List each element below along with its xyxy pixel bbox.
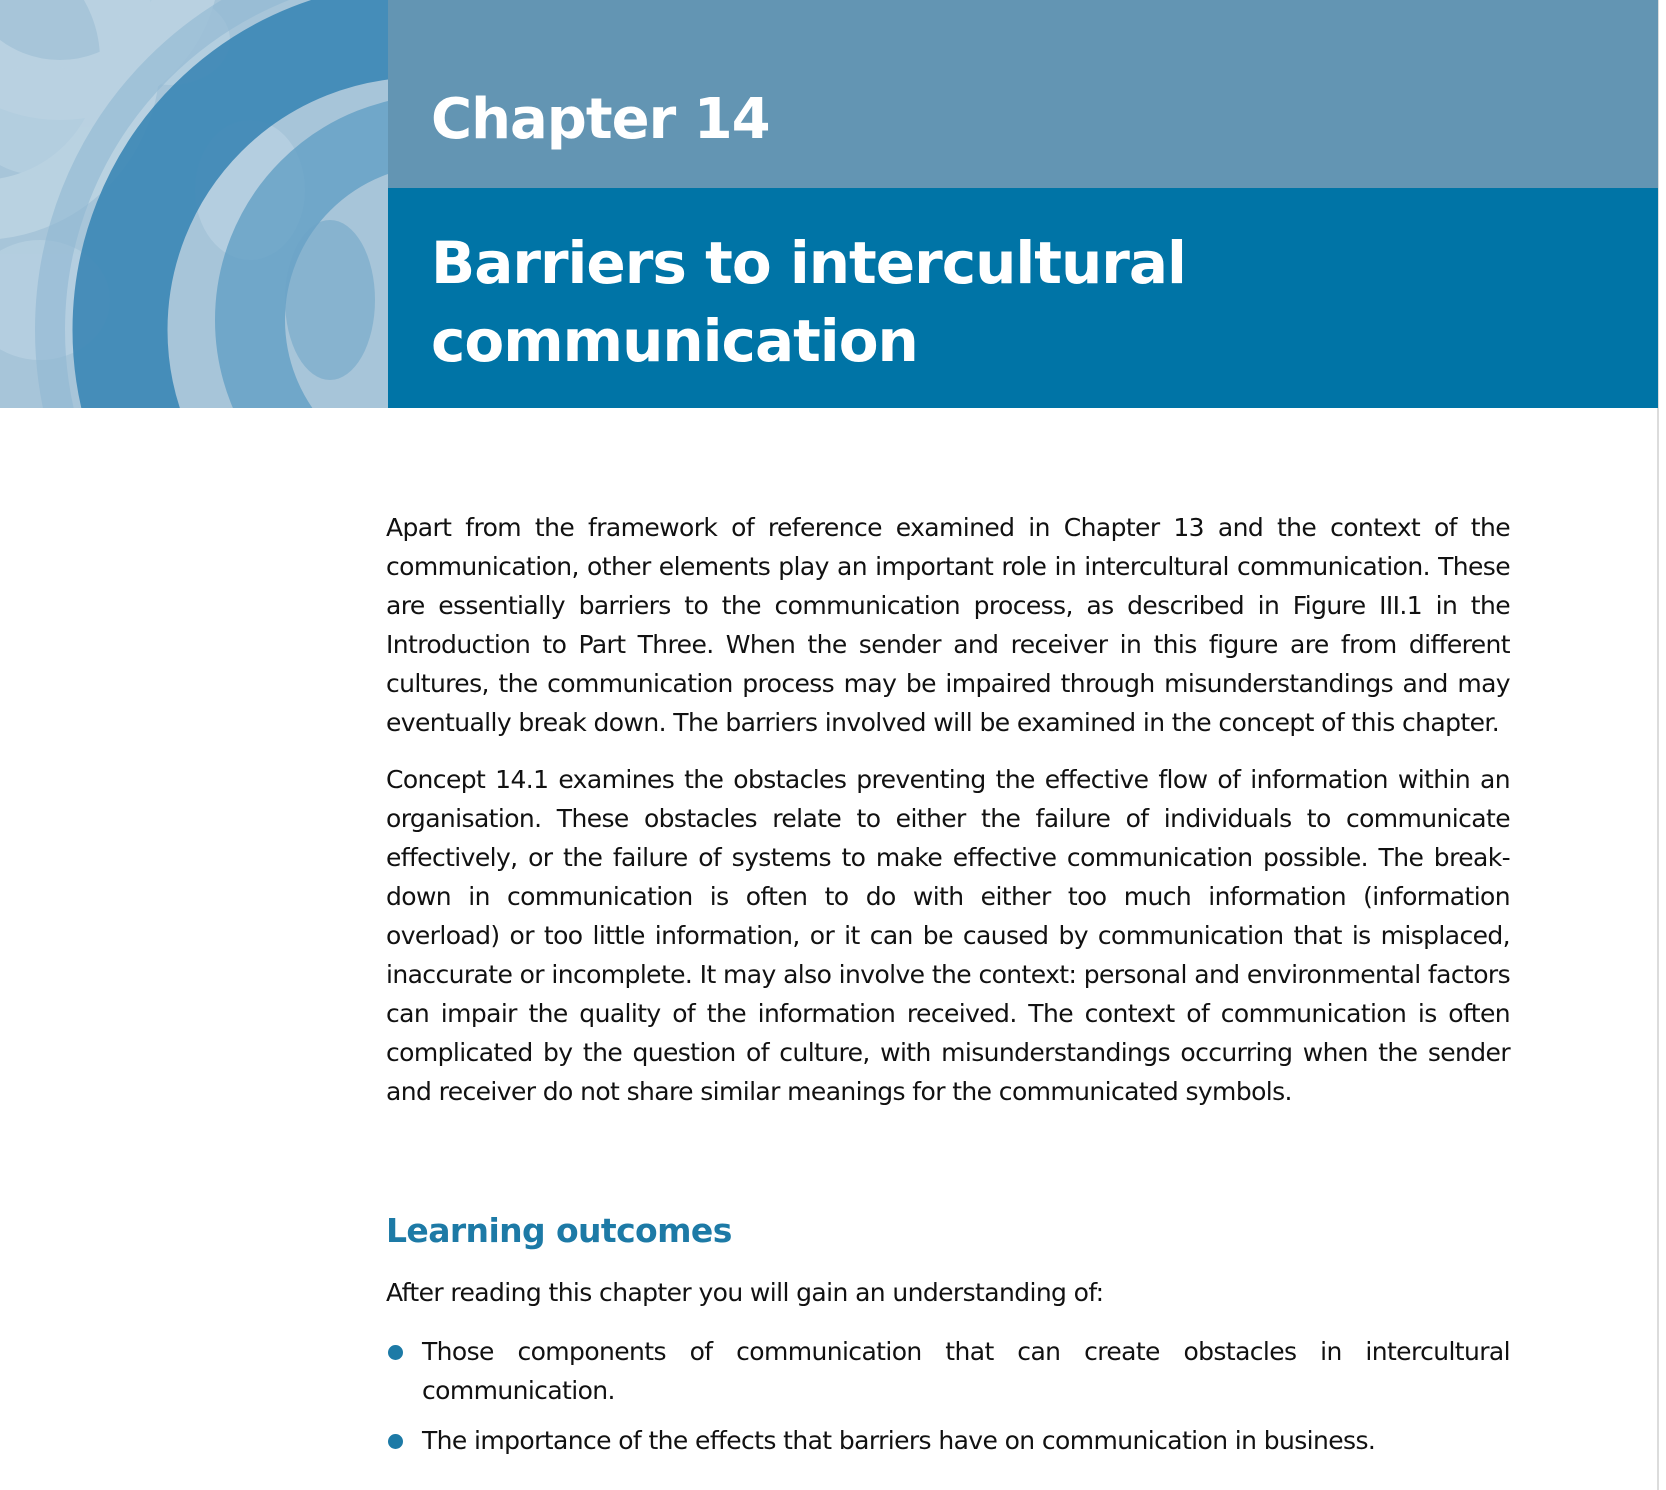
bullet-icon [388, 1434, 403, 1449]
learning-outcome-item [386, 1332, 1510, 1410]
body-text [386, 508, 1510, 1129]
chapter-title-line-1: Barriers to intercultural [431, 229, 1186, 297]
chapter-title-line-2: communication [431, 307, 918, 375]
learning-outcome-text: Those components of communication that can create obstacles in intercultural communication. [422, 1337, 1510, 1405]
learning-outcomes-list [386, 1332, 1510, 1471]
learning-outcomes-intro: After reading this chapter you will gain an understanding of: [386, 1278, 1104, 1307]
chapter-title [431, 224, 1631, 380]
body-paragraph-2: Concept 14.1 examines the obstacles preventing the effective flow of information within an organisation. These obstacles relate to either the failure of individuals to communicate effectively, or the failure of systems to make effective communication possible. The break-down in communication is often to do with either too much information (information overload) or too little information, or it can be caused by communication that is misplaced, inaccurate or incomplete. It may also involve the context: personal and environmental factors can impair the quality of the information received. The context of communication is often complicated by the question of culture, with misunderstandings occurring when the sender and receiver do not share similar meanings for the communicated symbols. [386, 765, 1510, 1106]
bullet-icon [388, 1345, 403, 1360]
decorative-circles-image [0, 0, 388, 408]
learning-outcomes-heading: Learning outcomes [386, 1211, 732, 1250]
chapter-number: Chapter 14 [431, 87, 770, 152]
learning-outcome-text: The importance of the effects that barriers have on communication in business. [422, 1426, 1376, 1455]
body-paragraph-1: Apart from the framework of reference examined in Chapter 13 and the context of the communication, other elements play an important role in intercultural communication. These are essentially barriers to the communication process, as described in Figure III.1 in the Introduction to Part Three. When the sender and receiver in this figure are from different cultures, the communication process may be impaired through misunderstandings and may eventually break down. The barriers involved will be examined in the concept of this chapter. [386, 513, 1510, 737]
learning-outcome-item [386, 1421, 1510, 1460]
